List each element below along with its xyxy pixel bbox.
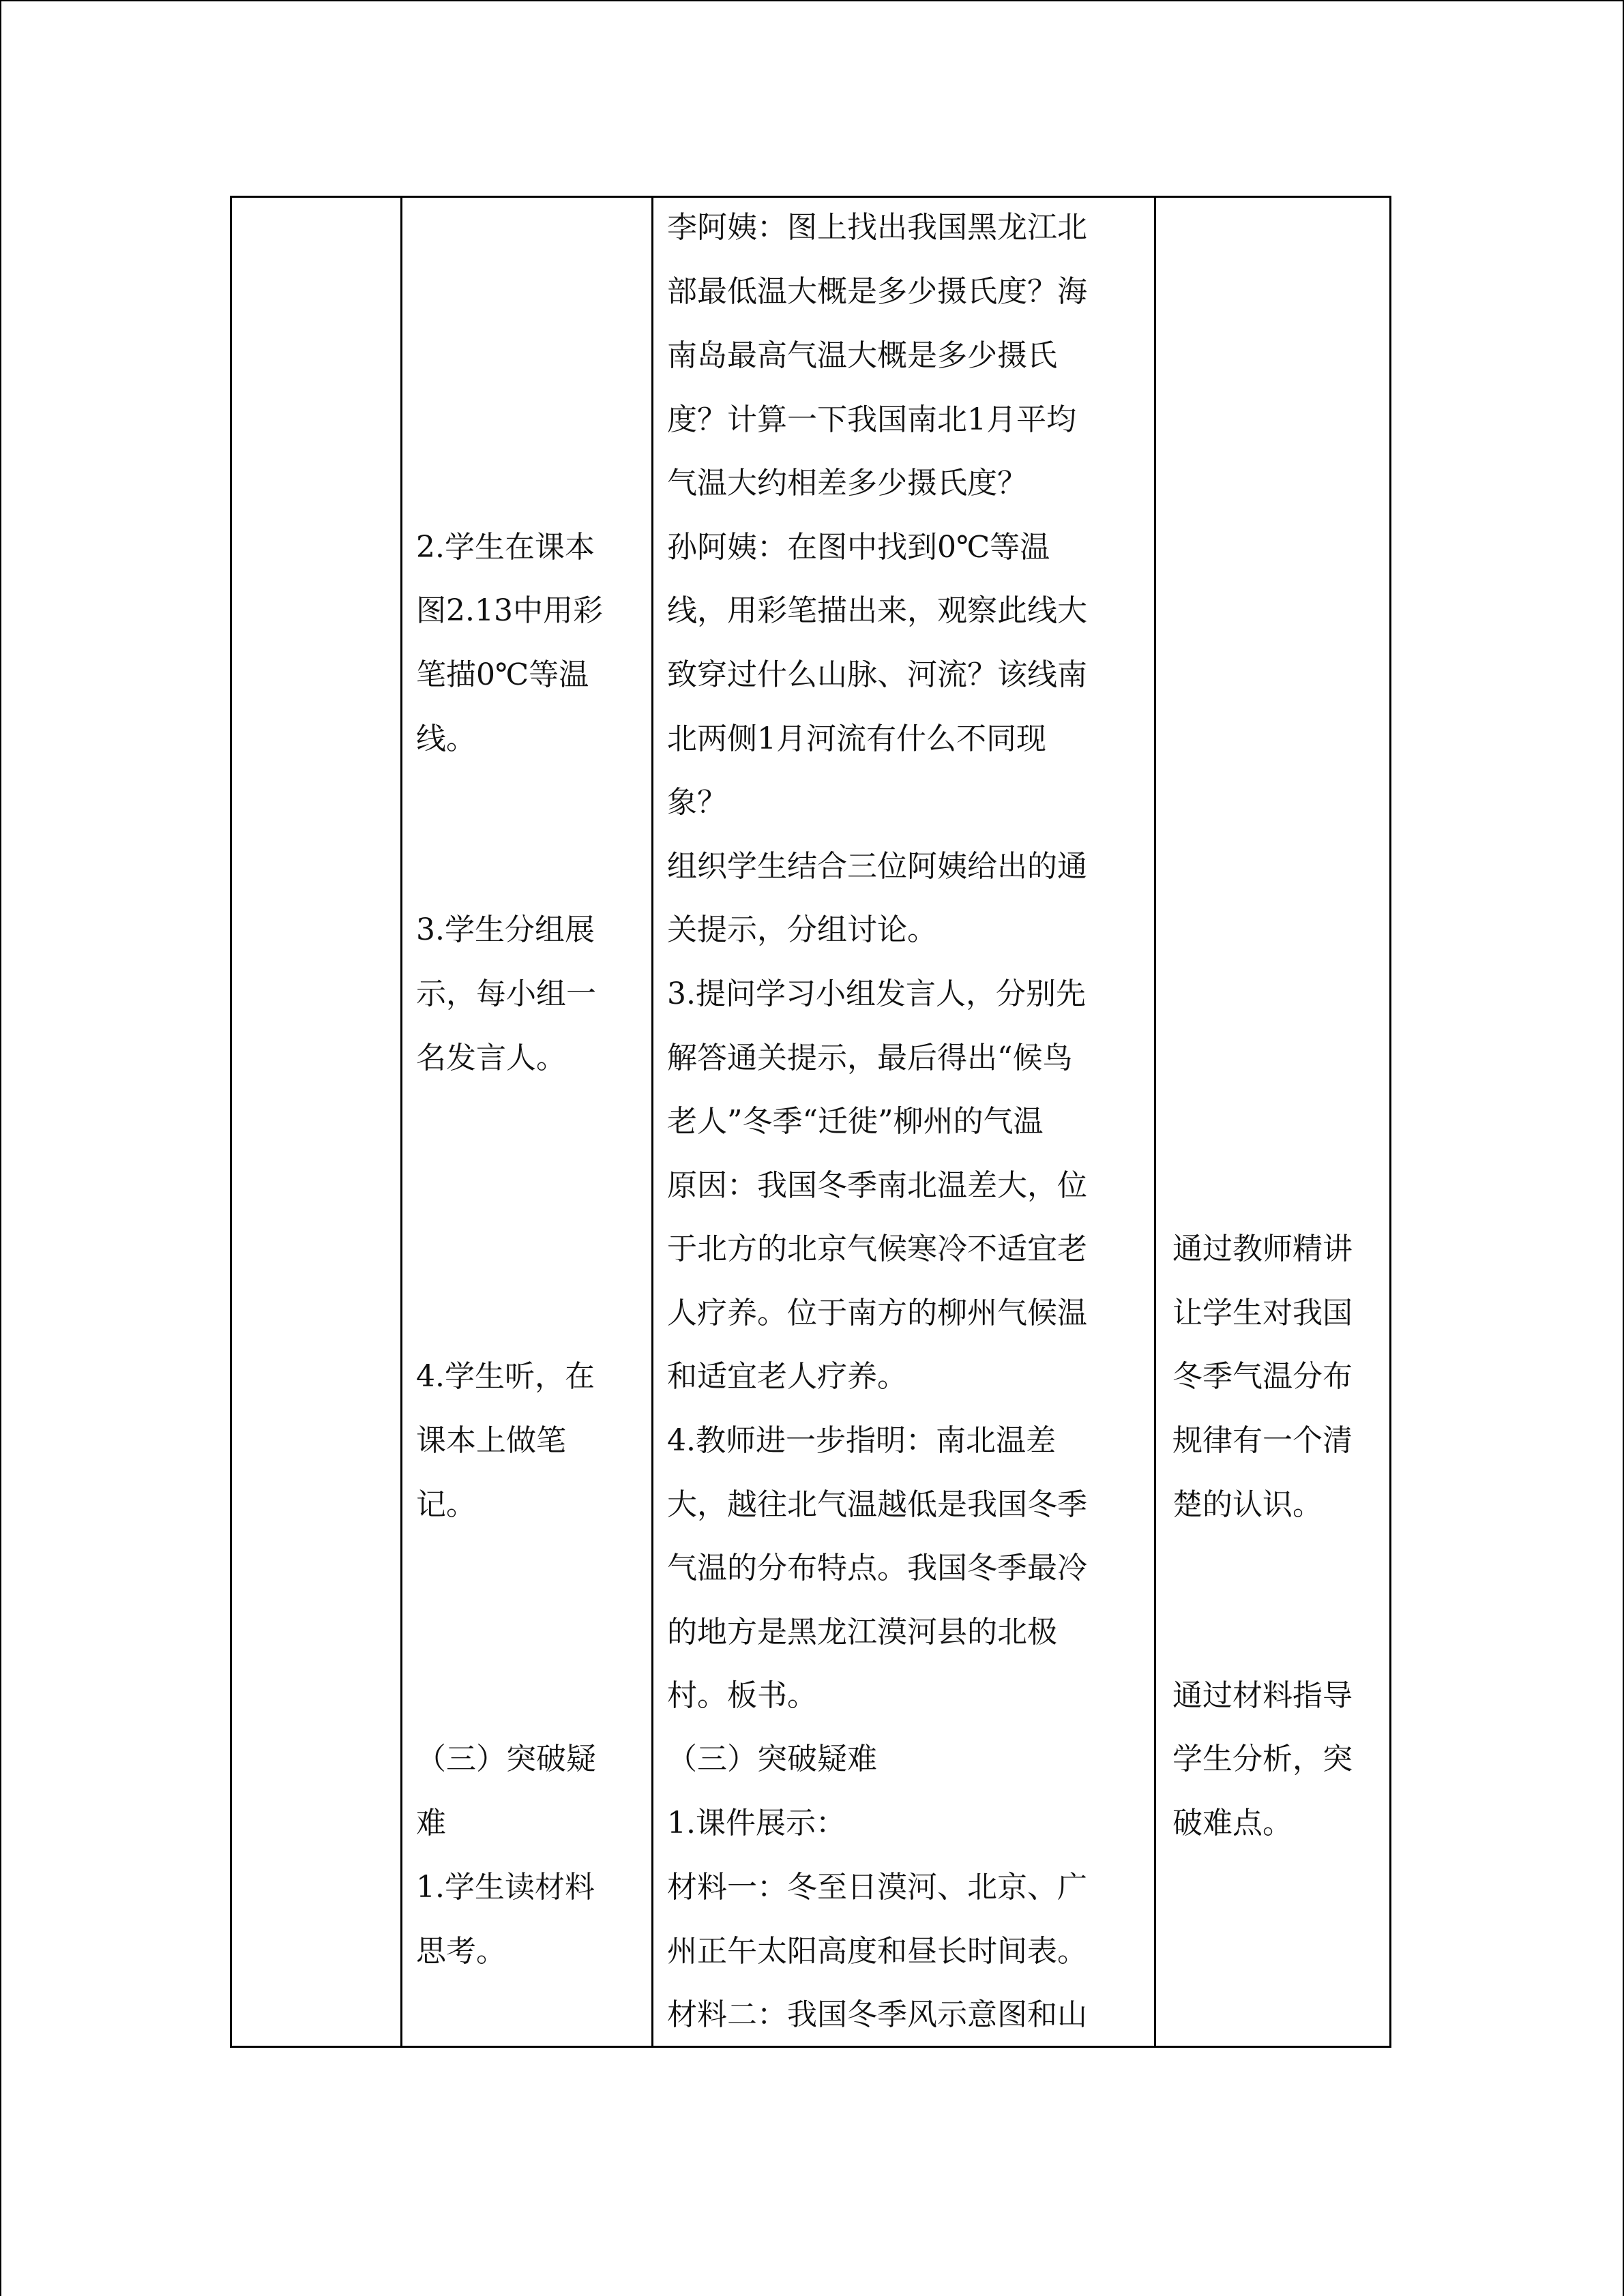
table-cell-teacher-activity — [653, 196, 1154, 2048]
table-cell-section — [232, 196, 400, 2048]
student-activity-line: 名发言人。 — [416, 1041, 566, 1075]
teacher-activity-line: 度？计算一下我国南北1月平均 — [667, 402, 1076, 437]
student-activity-line: 示，每小组一 — [416, 976, 596, 1011]
teacher-activity-line: 州正午太阳高度和昼长时间表。 — [667, 1934, 1087, 1969]
teacher-activity-line: 老人”冬季“迁徙”柳州的气温 — [667, 1104, 1044, 1139]
table-cell-student-activity — [402, 196, 651, 2048]
teacher-activity-line: 气温的分布特点。我国冬季最冷 — [667, 1551, 1087, 1585]
student-activity-line: 难 — [416, 1806, 446, 1840]
page-border-left — [0, 0, 1, 2296]
teacher-activity-line: 李阿姨：图上找出我国黑龙江北 — [667, 210, 1087, 245]
teacher-activity-line: 南岛最高气温大概是多少摄氏 — [667, 338, 1057, 373]
design-intent-line: 冬季气温分布 — [1172, 1359, 1353, 1394]
teacher-activity-line: 部最低温大概是多少摄氏度？海 — [667, 274, 1087, 309]
teacher-activity-line: （三）突破疑难 — [667, 1742, 877, 1776]
design-intent-line: 学生分析，突 — [1172, 1742, 1353, 1776]
teacher-activity-line: 1.课件展示： — [667, 1806, 846, 1840]
teacher-activity-line: 关提示，分组讨论。 — [667, 912, 937, 947]
student-activity-line: 2.学生在课本 — [416, 530, 595, 565]
teacher-activity-line: 北两侧1月河流有什么不同现 — [667, 721, 1046, 756]
student-activity-line: 1.学生读材料 — [416, 1870, 595, 1905]
student-activity-line: 图2.13中用彩 — [416, 593, 603, 628]
design-intent-line: 破难点。 — [1172, 1806, 1293, 1840]
teacher-activity-line: 和适宜老人疗养。 — [667, 1359, 907, 1394]
design-intent-line: 通过教师精讲 — [1172, 1232, 1353, 1266]
teacher-activity-line: 4.教师进一步指明：南北温差 — [667, 1423, 1056, 1458]
student-activity-line: 记。 — [416, 1487, 476, 1522]
student-activity-line: 笔描0℃等温 — [416, 657, 589, 692]
student-activity-line: （三）突破疑 — [416, 1742, 596, 1776]
teacher-activity-line: 材料二：我国冬季风示意图和山 — [667, 1997, 1087, 2032]
design-intent-line: 通过材料指导 — [1172, 1678, 1353, 1713]
teacher-activity-line: 组织学生结合三位阿姨给出的通 — [667, 849, 1087, 884]
teacher-activity-line: 人疗养。位于南方的柳州气候温 — [667, 1296, 1087, 1330]
design-intent-line: 规律有一个清 — [1172, 1423, 1353, 1458]
teacher-activity-line: 村。板书。 — [667, 1678, 817, 1713]
teacher-activity-line: 大，越往北气温越低是我国冬季 — [667, 1487, 1087, 1522]
student-activity-line: 线。 — [416, 721, 476, 756]
student-activity-line: 4.学生听，在 — [416, 1359, 595, 1394]
student-activity-line: 课本上做笔 — [416, 1423, 566, 1458]
teacher-activity-line: 解答通关提示，最后得出“候鸟 — [667, 1041, 1073, 1075]
table-cell-design-intent — [1156, 196, 1389, 2048]
teacher-activity-line: 材料一：冬至日漠河、北京、广 — [667, 1870, 1087, 1905]
student-activity-line: 3.学生分组展 — [416, 912, 595, 947]
design-intent-line: 让学生对我国 — [1172, 1296, 1353, 1330]
teacher-activity-line: 孙阿姨：在图中找到0℃等温 — [667, 530, 1050, 565]
teacher-activity-line: 线，用彩笔描出来，观察此线大 — [667, 593, 1087, 628]
teacher-activity-line: 于北方的北京气候寒冷不适宜老 — [667, 1232, 1087, 1266]
teacher-activity-line: 致穿过什么山脉、河流？该线南 — [667, 657, 1087, 692]
teacher-activity-line: 象？ — [667, 785, 727, 820]
teacher-activity-line: 的地方是黑龙江漠河县的北极 — [667, 1615, 1057, 1650]
design-intent-line: 楚的认识。 — [1172, 1487, 1323, 1522]
teacher-activity-line: 3.提问学习小组发言人，分别先 — [667, 976, 1086, 1011]
student-activity-line: 思考。 — [416, 1934, 506, 1969]
teacher-activity-line: 原因：我国冬季南北温差大，位 — [667, 1168, 1087, 1203]
teacher-activity-line: 气温大约相差多少摄氏度？ — [667, 466, 1027, 501]
page-border-top — [0, 0, 1624, 1]
